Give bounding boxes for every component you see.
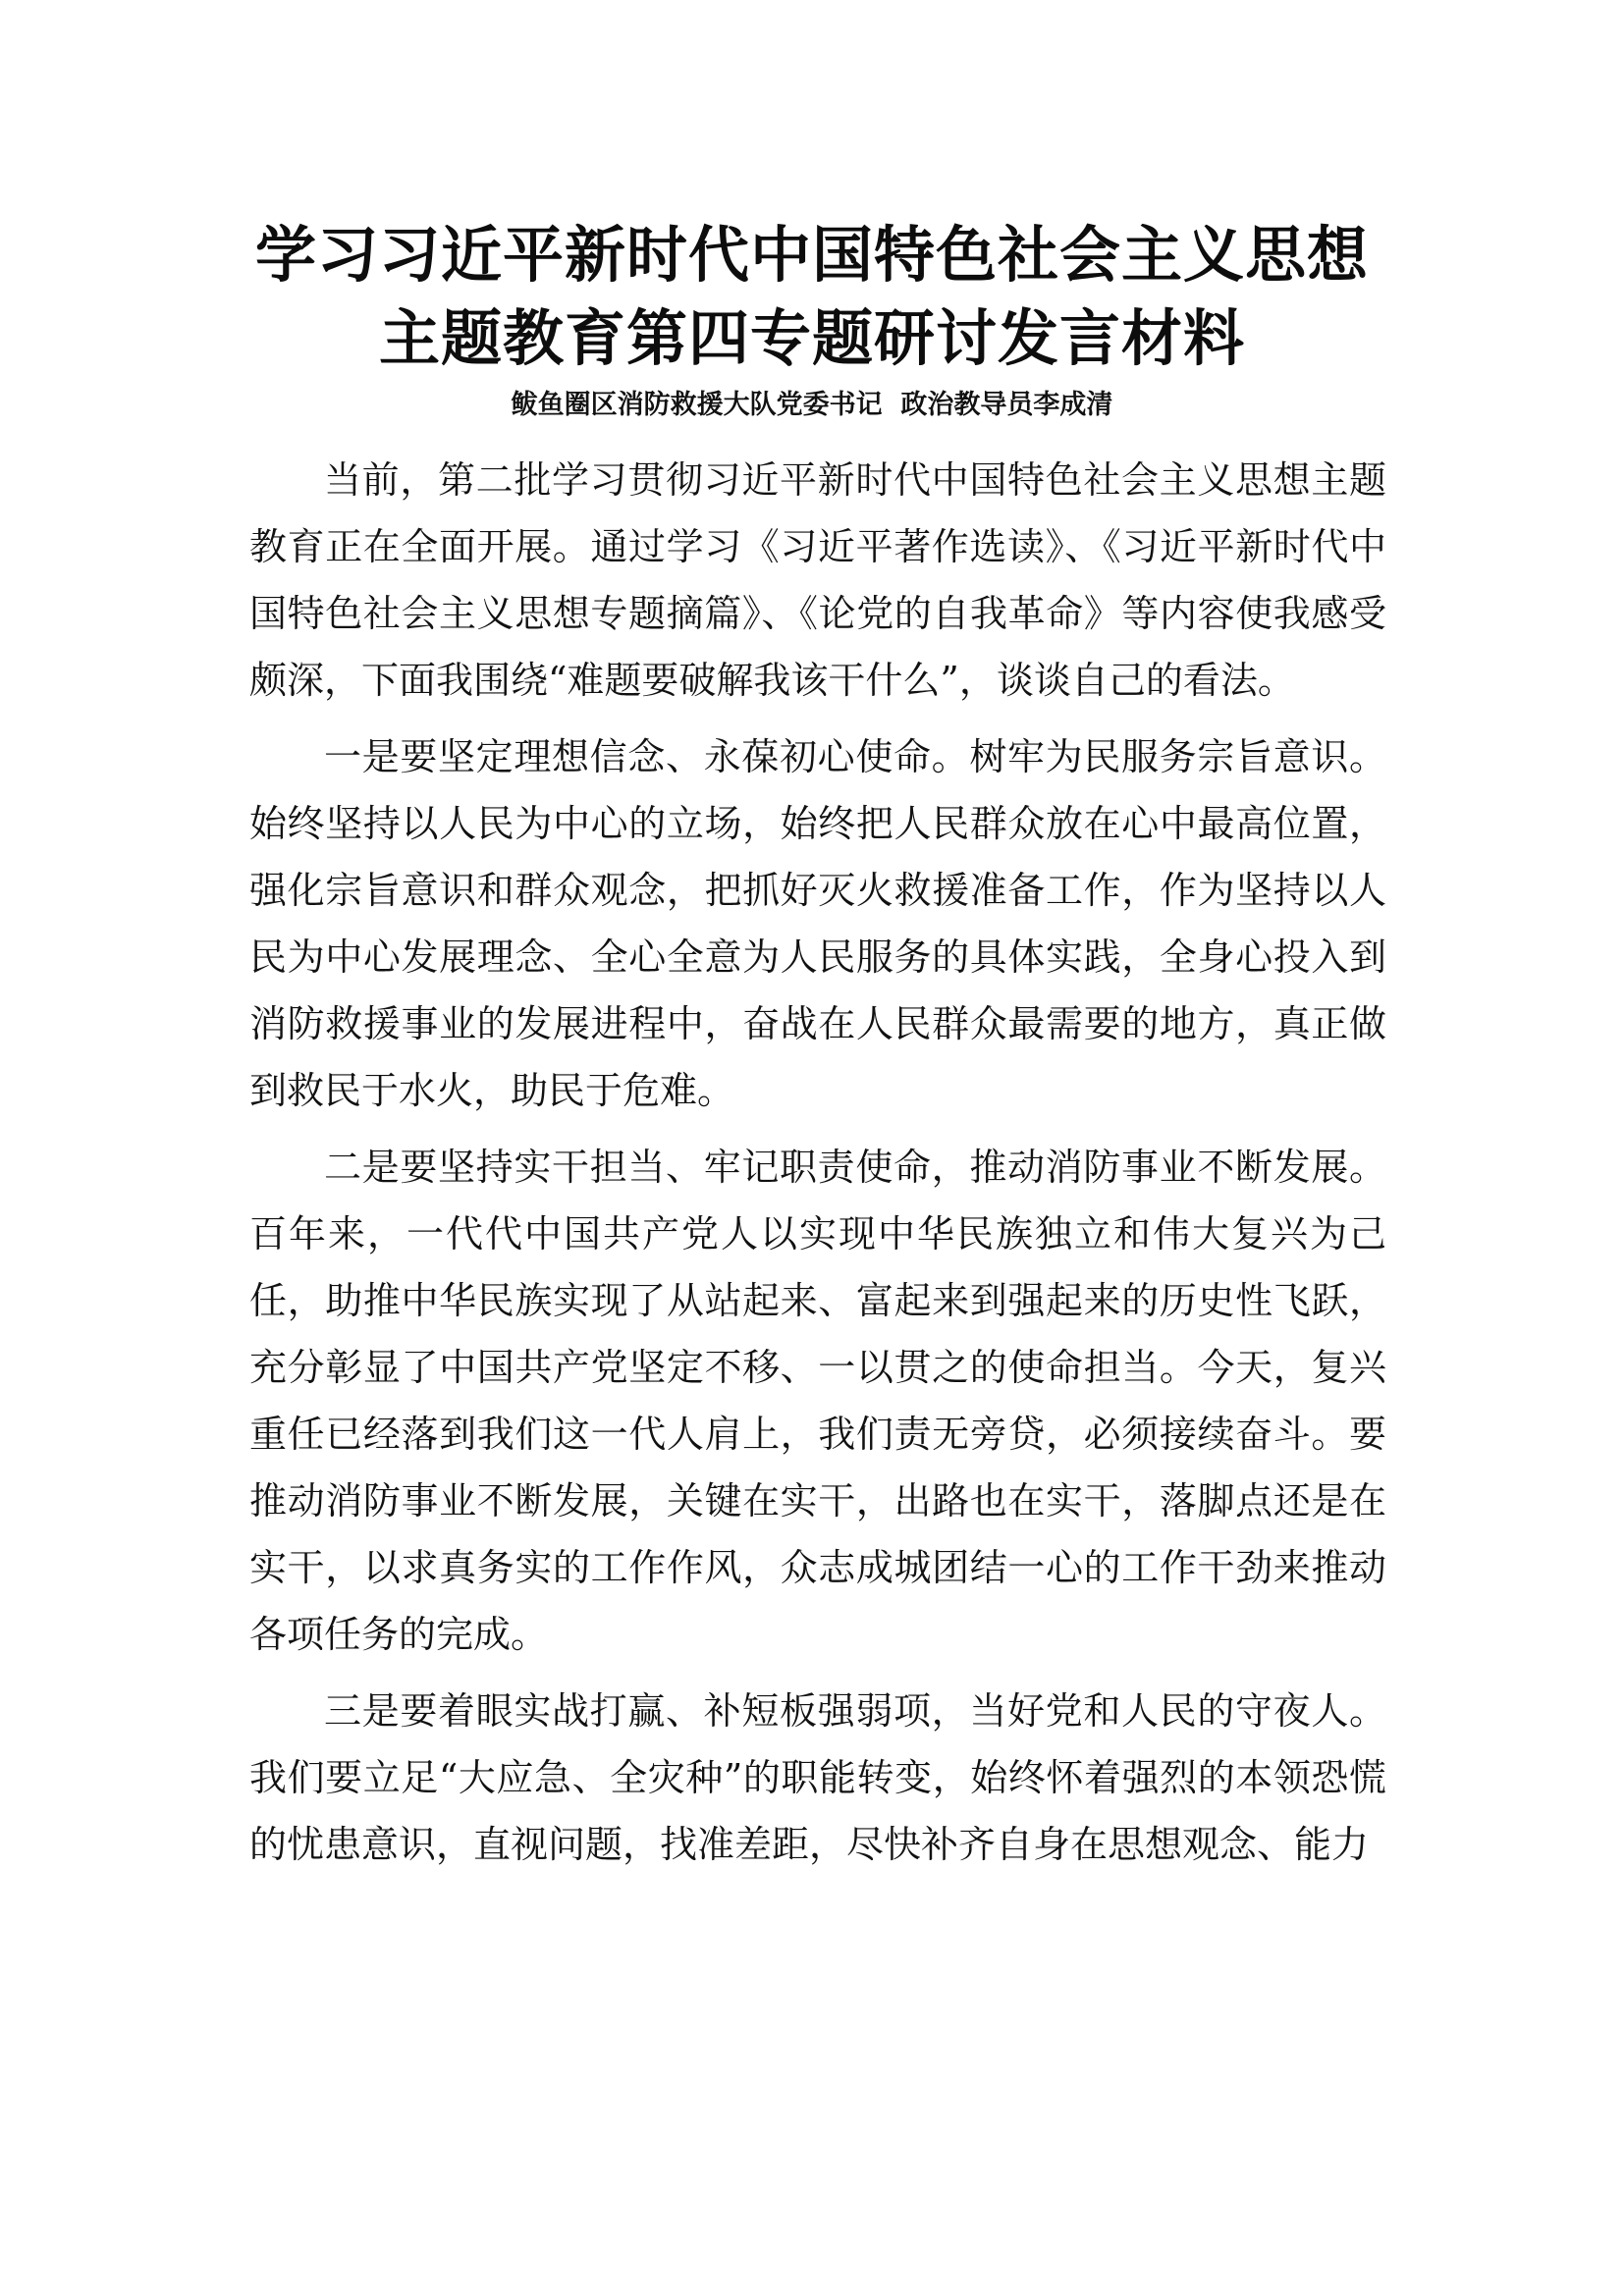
paragraph-point-two: 二是要坚持实干担当、牢记职责使命，推动消防事业不断发展。百年来，一代代中国共产党人以实现中华民族独立和伟大复兴为己任，助推中华民族实现了从站起来、富起来到强起来的历史性飞跃，充分彰显了中国共产党坚定不移、一以贯之的使命担当。今天，复兴重任已经落到我们这一代人肩上，我们责无旁贷，必须接续奋斗。要推动消防事业不断发展，关键在实干，出路也在实干，落脚点还是在实干，以求真务实的工作作风，众志成城团结一心的工作干劲来推动各项任务的完成。 [249,1146,1386,1656]
title-line-2: 主题教育第四专题研讨发言材料 [378,302,1245,374]
author-byline: 鲅鱼圈区消防救援大队党委书记 政治教导员李成清 [511,390,1113,420]
title-line-1: 学习习近平新时代中国特色社会主义思想 [254,219,1369,291]
paragraph-point-one: 一是要坚定理想信念、永葆初心使命。树牢为民服务宗旨意识。始终坚持以人民为中心的立场，始终把人民群众放在心中最高位置，强化宗旨意识和群众观念，把抓好灭火救援准备工作，作为坚持以人民为中心发展理念、全心全意为人民服务的具体实践，全身心投入到消防救援事业的发展进程中，奋战在人民群众最需要的地方，真正做到救民于水火，助民于危难。 [249,735,1386,1112]
document-body [249,447,1386,1888]
paragraph-point-three: 三是要着眼实战打赢、补短板强弱项，当好党和人民的守夜人。我们要立足“大应急、全灾种”的职能转变，始终怀着强烈的本领恐慌的忧患意识，直视问题，找准差距，尽快补齐自身在思想观念、能力 [249,1689,1386,1866]
paragraph-intro: 当前，第二批学习贯彻习近平新时代中国特色社会主义思想主题教育正在全面开展。通过学习《习近平著作选读》、《习近平新时代中国特色社会主义思想专题摘篇》、《论党的自我革命》等内容使我感受颇深，下面我围绕“难题要破解我该干什么”，谈谈自己的看法。 [249,458,1386,702]
